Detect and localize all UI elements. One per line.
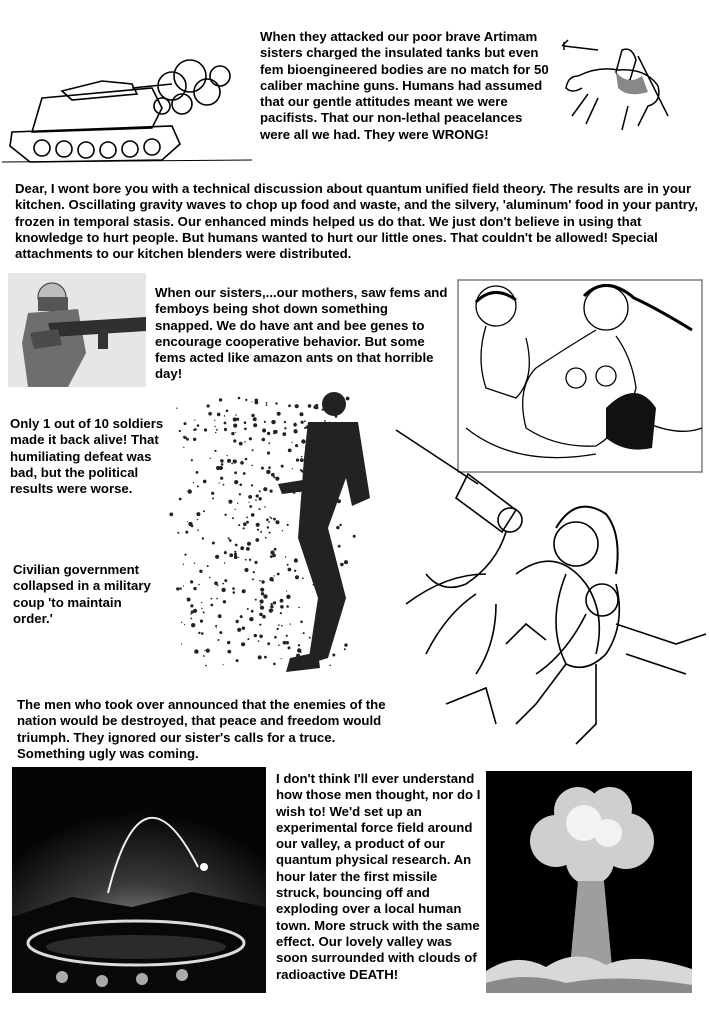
mushroom-cloud-photo xyxy=(486,771,692,993)
ant-warrior-illustration xyxy=(386,424,710,760)
soldier-photo xyxy=(8,273,146,387)
panel-text-7: I don't think I'll ever understand how those men thought, nor do I wish to! We'd set up an experimental force field around our valley, a product of our quantum physical research. An hour later the first missile struck, bouncing off and exploding over a local human town. More struck with the same effect. Our lovely valley was soon surrounded with clouds of radioactive DEATH! xyxy=(276,771,481,982)
missile-dome-photo xyxy=(12,767,266,993)
panel-text-6: The men who took over announced that the enemies of the nation would be destroyed, that peace and freedom would triumph. They ignored our sister's calls for a truce. Something ugly was coming. xyxy=(17,697,386,761)
panel-text-4: Only 1 out of 10 soldiers made it back alive! That humiliating defeat was bad, but the political results were worse. xyxy=(10,416,164,497)
panel-text-5: Civilian government collapsed in a military coup 'to maintain order.' xyxy=(13,562,151,626)
panel-text-1: When they attacked our poor brave Artimam sisters charged the insulated tanks but even fem bioengineered bodies are no match for 50 caliber machine guns. Humans had assumed that our gentle attitudes meant we were pacifists. That our non-lethal peacelances were all we had. They were WRONG! xyxy=(260,29,549,142)
tank-illustration xyxy=(2,36,254,166)
panel-text-3: When our sisters,...our mothers, saw fems and femboys being shot down something snapped. We do have ant and bee genes to encourage cooperative behavior. But some fems acted like amazon ants on that horrible day! xyxy=(155,285,448,382)
rider-illustration xyxy=(558,36,682,136)
disintegrating-soldier-illustration xyxy=(158,388,390,680)
panel-text-2: Dear, I wont bore you with a technical discussion about quantum unified field theory. The results are in your kitchen. Oscillating gravity waves to chop up food and waste, and the silvery, 'aluminum' food in your pantry, frozen in temporal stasis. Our enhanced minds helped us do that. We just don't believe in using that knowledge to hurt people. But humans wanted to hurt our little ones. That couldn't be allowed! Special attachments to our kitchen blenders were distributed. xyxy=(15,181,698,262)
